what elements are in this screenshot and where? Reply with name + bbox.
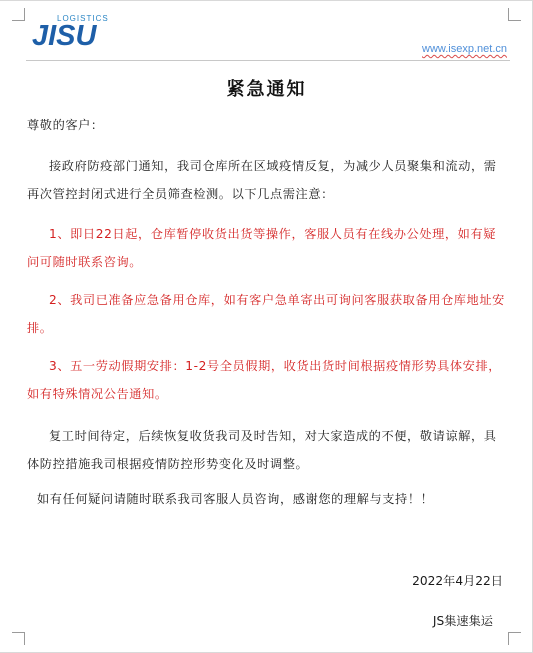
company-logo	[32, 14, 142, 54]
resume-paragraph: 复工时间待定，后续恢复收货我司及时告知，对大家造成的不便，敬请谅解，具体防控措施我司根据疫情防控形势变化及时调整。	[27, 429, 497, 471]
notice-title: 紧急通知	[226, 79, 307, 100]
corner-mark-bottom-right	[508, 632, 521, 645]
corner-mark-top-left	[12, 8, 25, 21]
notice-point-1: 1、即日22日起，仓库暂停收货出货等操作，客服人员有在线办公处理，如有疑问可随时联系咨询。	[27, 227, 497, 269]
closing-paragraph: 如有任何疑问请随时联系我司客服人员咨询，感谢您的理解与支持！！	[37, 492, 434, 506]
greeting: 尊敬的客户：	[27, 118, 104, 132]
corner-mark-top-right	[508, 8, 521, 21]
notice-signer: JS集速集运	[432, 614, 493, 628]
notice-point-3: 3、五一劳动假期安排：1-2号全员假期，收货出货时间根据疫情形势具体安排，如有特殊情况公告通知。	[27, 359, 502, 401]
header-divider	[26, 60, 510, 61]
corner-mark-bottom-left	[12, 632, 25, 645]
intro-paragraph: 接政府防疫部门通知，我司仓库所在区域疫情反复，为减少人员聚集和流动，需再次管控封闭式进行全员筛查检测。以下几点需注意：	[27, 159, 497, 201]
logo-wordmark: JISU	[32, 20, 97, 52]
page-border-top	[0, 0, 533, 1]
website-link[interactable]: www.isexp.net.cn	[422, 43, 507, 55]
notice-date: 2022年4月22日	[412, 574, 503, 588]
logo-subtitle: LOGISTICS	[57, 14, 109, 23]
notice-point-2: 2、我司已准备应急备用仓库，如有客户急单寄出可询问客服获取备用仓库地址安排。	[27, 293, 505, 335]
